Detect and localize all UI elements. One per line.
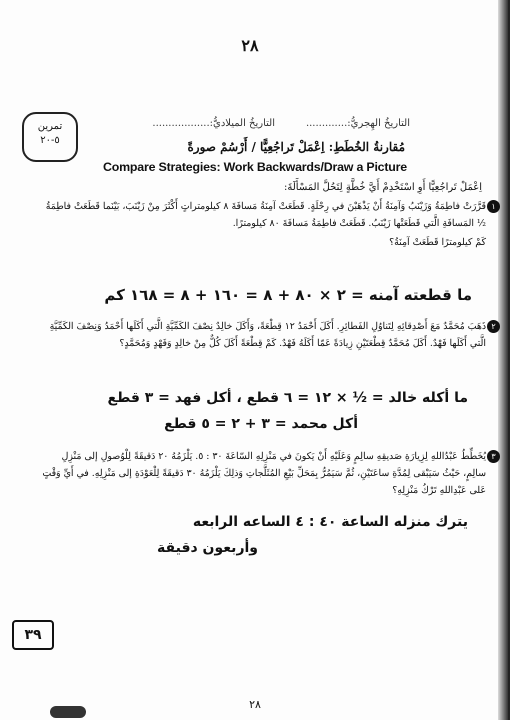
exercise-badge [22,112,78,162]
top-page-number: ٢٨ [241,36,259,55]
title-english: Compare Strategies: Work Backwards/Draw a Picture [103,160,407,174]
handwritten-answer-3-line-1: يترك منزله الساعة ٤٠ : ٤ الساعه الرابعه [192,514,468,530]
problem-text: يُخَطِّطُ عَبْدُاللهِ لِزِيارَةِ صَديقِهِ سالِمٍ وَعَلَيْهِ أَنْ يَكونَ في مَنْزِلِهِ السّاعَةَ ٣٠ : ٥. يَلْزَمُهُ ٢٠ دَقيقَةً لِلْوُصولِ إلى مَنْزِلِ سالِمٍ، حَيْثُ سَيَبْقى لِمُدَّةِ ساعَتَيْنِ، ثُمَّ سَيَمُرُّ بِمَحَلِّ بَيْعِ المُثَلَّجاتِ وَذلِكَ يَلْزَمُهُ ٣٠ دَقيقَةً لِلْعَوْدَةِ إلى مَنْزِلِهِ. في أَيِّ وَقْتٍ عَلى عَبْدِاللهِ تَرْكُ مَنْزِلِهِ؟ [42,451,486,496]
problem-3 [38,448,496,499]
problem-2 [38,318,496,352]
problem-text: قَرَّرَتْ فاطِمَةُ وَزَيْنَبُ وَآمِنَةُ أَنْ يَذْهَبْنَ في رِحْلَةٍ. قَطَعَتْ آمِنَةُ مَسافَةَ ٨ كيلومتراتٍ أَكْثَرَ مِنْ زَيْنَبَ، بَيْنَما قَطَعَتْ فاطِمَةُ ½ المَسافَةِ الَّتي قَطَعَتْها زَيْنَبُ. قَطَعَتْ فاطِمَةُ مَسافَةَ ٨٠ كيلومترًا. [45,201,486,229]
handwritten-answer-1: ما قطعته آمنه = ٢ × ٨٠ + ٨ = ١٦٠ + ٨ = ١٦٨ كم [104,286,472,304]
problem-number-badge: ٢ [487,320,500,333]
problem-1 [38,198,496,251]
scan-edge [498,0,508,720]
bottom-page-tab [50,706,86,718]
problem-number-badge: ٣ [487,450,500,463]
exercise-label: تمرين [37,121,63,132]
date-hijri-field: التاريخُ الهِجريُّ:............. [305,118,410,129]
handwritten-answer-2-line-1: ما أكله خالد = ½ × ١٢ = ٦ قطع ، أكل فهد = ٣ قطع [107,390,468,406]
handwritten-answer-2-line-2: أكل محمد = ٣ + ٢ = ٥ قطع [164,416,358,432]
instruction-text: اِعْمَلْ تَراجُعِيًّا أَوِ اسْتَخْدِمْ أَيَّ خُطَّةٍ لِتَحُلَّ المَسْأَلَةَ: [284,182,482,193]
handwritten-answer-3-line-2: وأربعون دقيقة [157,540,258,556]
date-gregorian-field: التاريخُ الميلاديُّ:.................. [152,118,275,129]
page-box-number: ٣٩ [12,620,54,650]
exercise-code: ٥-٢٠ [40,135,60,146]
problem-number-badge: ١ [487,200,500,213]
problem-question: كَمْ كيلومترًا قَطَعَتْ آمِنَةُ؟ [389,237,486,248]
title-arabic: مُقارنةُ الخُطَطِ: اِعْمَلْ تَراجُعِيًّا / أَرْسُمْ صورةً [187,140,405,154]
bottom-page-number: ٢٨ [249,698,261,711]
problem-text: ذَهَبَ مُحَمَّدٌ مَعَ أَصْدِقائِهِ لِتَناوُلِ الفَطائِرِ. أَكَلَ أَحْمَدُ ١٢ قِطْعَةً، وَأَكَلَ خالِدٌ نِصْفَ الكَمِّيَّةِ الَّتي أَكَلَها أَحْمَدُ وَنِصْفَ الكَمِّيَّةِ الَّتي أَكَلَها فَهْدٌ. أَكَلَ مُحَمَّدٌ قِطْعَتَيْنِ زِيادَةً عَمّا أَكَلَهُ فَهْدٌ. كَمْ قِطْعَةً أَكَلَ كُلٌّ مِنْ خالِدٍ وَفَهْدٍ وَمُحَمَّدٍ؟ [49,321,486,349]
